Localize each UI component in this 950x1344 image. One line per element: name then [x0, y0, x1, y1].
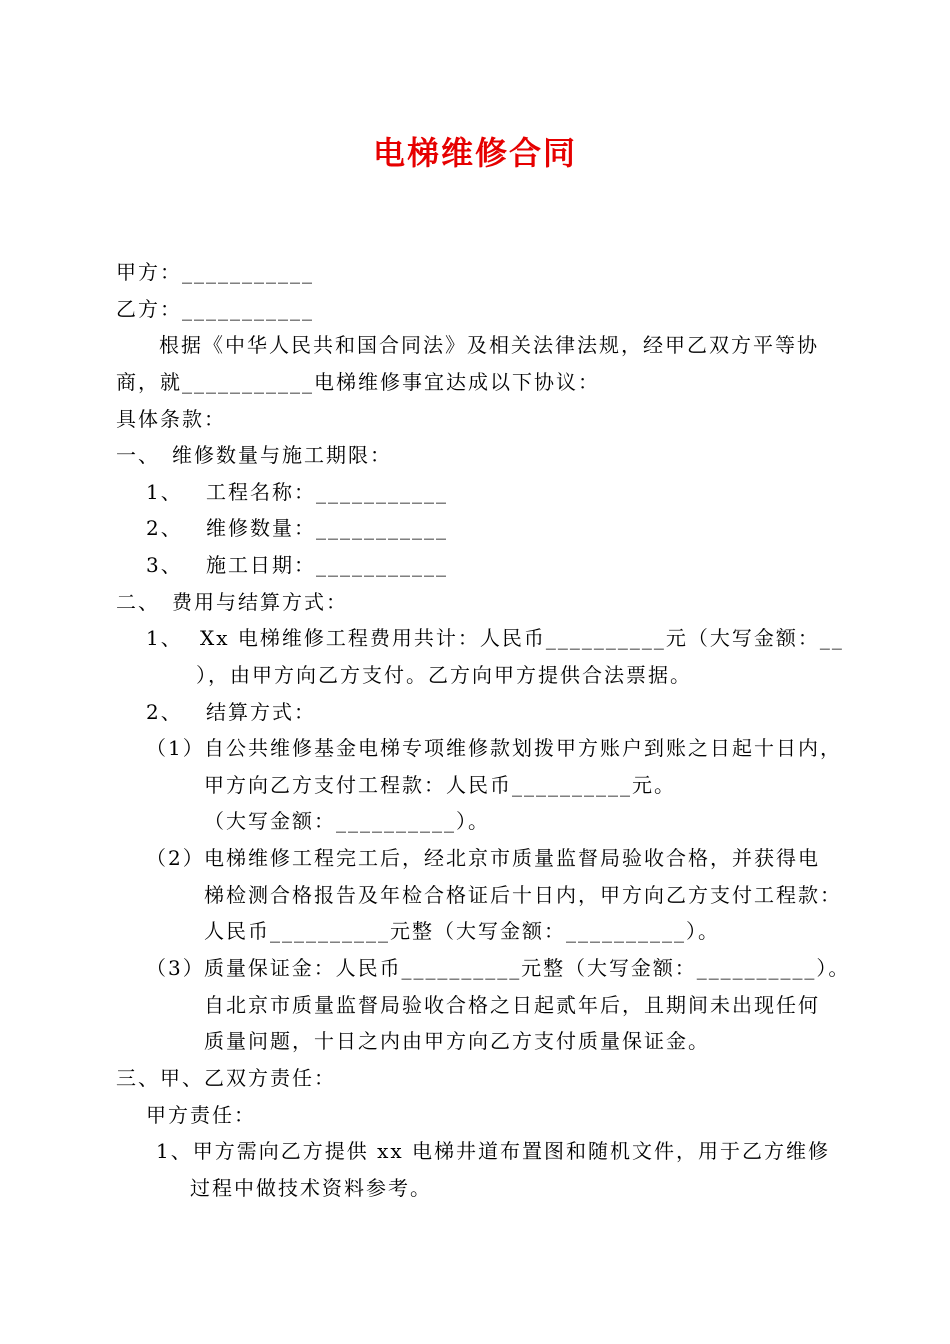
- specific-terms-label: 具体条款：: [116, 407, 226, 431]
- section-2-item-1-number: 1、: [146, 626, 183, 650]
- party-b-line: 乙方：___________: [116, 297, 314, 321]
- section-2-heading: 费用与结算方式：: [172, 590, 348, 614]
- clause-3-line-3: 质量问题，十日之内由甲方向乙方支付质量保证金。: [204, 1029, 710, 1053]
- section-2-number: 二、: [116, 590, 160, 614]
- section-1-item-2-number: 2、: [146, 516, 183, 540]
- clause-2-line-3: 人民币__________元整（大写金额：__________）。: [204, 919, 720, 943]
- section-2-item-2-number: 2、: [146, 700, 183, 724]
- clause-3-number: （3）: [146, 956, 205, 980]
- clause-1-number: （1）: [146, 736, 205, 760]
- duty-item-1-line-1: 1、甲方需向乙方提供 xx 电梯井道布置图和随机文件，用于乙方维修: [156, 1139, 830, 1163]
- clause-1-line-3: （大写金额：__________）。: [204, 809, 490, 833]
- duty-item-1-line-2: 过程中做技术资料参考。: [190, 1176, 432, 1200]
- section-1-number: 一、: [116, 443, 160, 467]
- clause-1-line-2: 甲方向乙方支付工程款：人民币__________元。: [204, 773, 676, 797]
- preamble-line-2: 商，就___________电梯维修事宜达成以下协议：: [116, 370, 600, 394]
- clause-3-line-2: 自北京市质量监督局验收合格之日起贰年后，且期间未出现任何: [204, 993, 820, 1017]
- section-1-item-3-number: 3、: [146, 553, 183, 577]
- section-2-item-2-text: 结算方式：: [206, 700, 316, 724]
- section-2-item-1-line-1: Xx 电梯维修工程费用共计：人民币__________元（大写金额：__: [200, 626, 844, 650]
- clause-2-line-2: 梯检测合格报告及年检合格证后十日内，甲方向乙方支付工程款：: [204, 883, 842, 907]
- preamble-line-1: 根据《中华人民共和国合同法》及相关法律法规，经甲乙双方平等协: [159, 333, 819, 357]
- section-1-item-3-text: 施工日期：___________: [206, 553, 448, 577]
- section-1-heading: 维修数量与施工期限：: [172, 443, 392, 467]
- section-1-item-2-text: 维修数量：___________: [206, 516, 448, 540]
- section-1-item-1-number: 1、: [146, 480, 183, 504]
- section-2-item-1-line-2: ），由甲方向乙方支付。乙方向甲方提供合法票据。: [196, 663, 692, 687]
- party-a-line: 甲方：___________: [116, 260, 314, 284]
- clause-3-line-1: 质量保证金：人民币__________元整（大写金额：__________）。: [204, 956, 851, 980]
- party-a-duty-label: 甲方责任：: [146, 1103, 256, 1127]
- document-title: 电梯维修合同: [372, 134, 577, 172]
- clause-2-number: （2）: [146, 846, 205, 870]
- section-1-item-1-text: 工程名称：___________: [206, 480, 448, 504]
- clause-1-line-1: 自公共维修基金电梯专项维修款划拨甲方账户到账之日起十日内，: [204, 736, 842, 760]
- clause-2-line-1: 电梯维修工程完工后，经北京市质量监督局验收合格，并获得电: [204, 846, 820, 870]
- section-3-heading: 三、甲、乙双方责任：: [116, 1066, 336, 1090]
